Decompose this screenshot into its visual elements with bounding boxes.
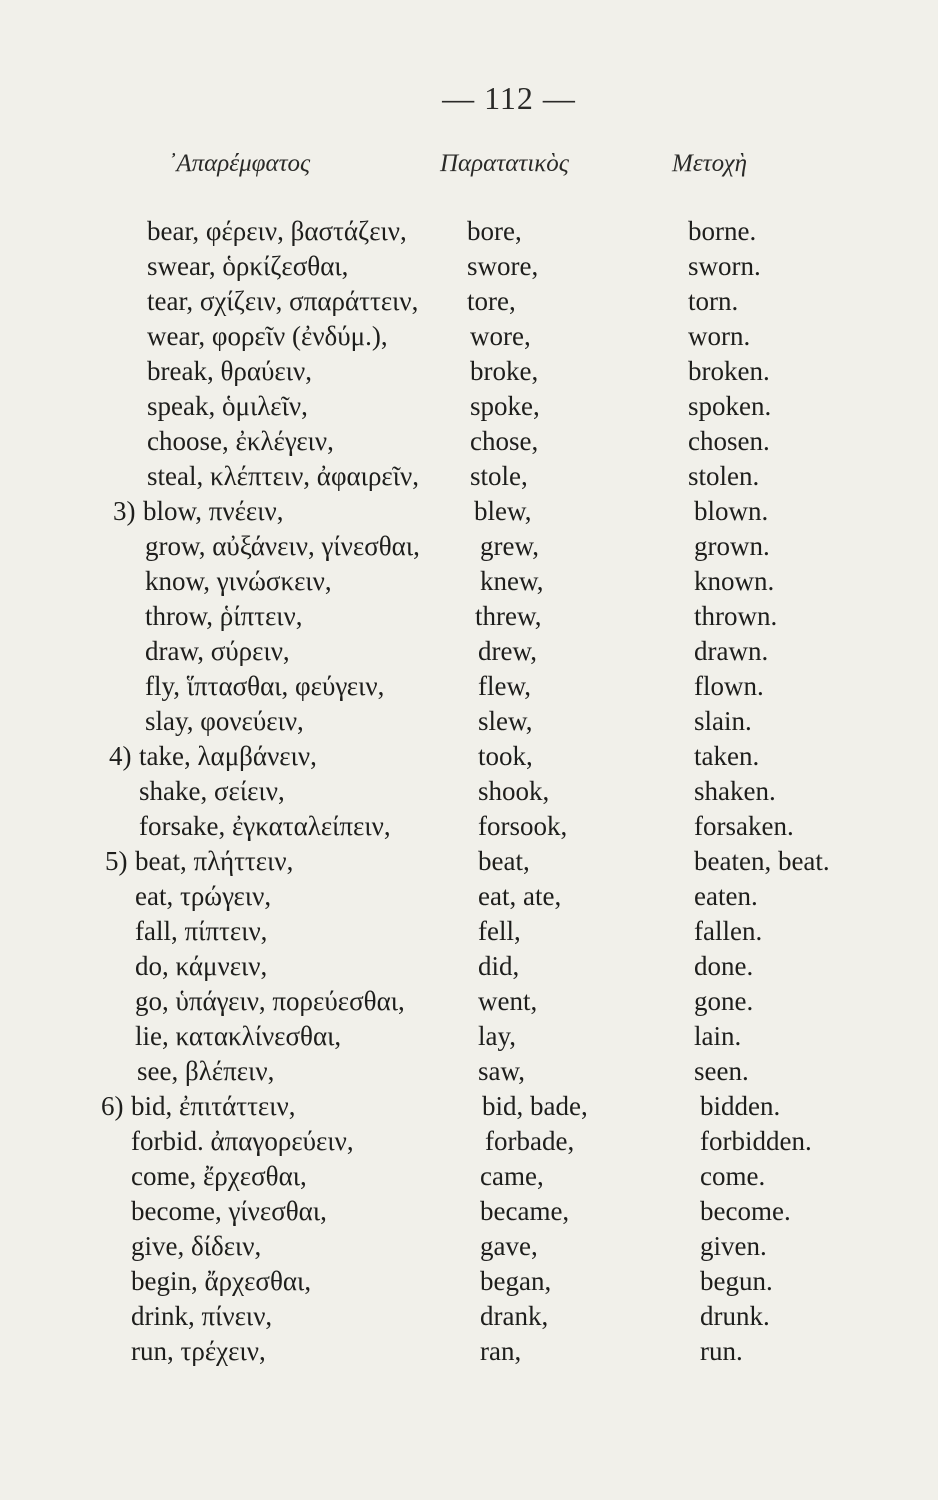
table-row	[0, 1229, 938, 1264]
participle-cell: shaken.	[694, 776, 776, 806]
infinitive-cell: begin, ἄρχεσθαι,	[131, 1266, 312, 1296]
participle-cell: beaten, beat.	[694, 846, 830, 876]
past-cell: drew,	[478, 636, 537, 666]
participle-cell: spoken.	[688, 391, 772, 421]
participle-cell: taken.	[694, 741, 760, 771]
infinitive-cell: draw, σύρειν,	[145, 636, 290, 666]
table-row	[0, 1019, 938, 1054]
infinitive-cell: fall, πίπτειν,	[135, 916, 268, 946]
group-number: 3)	[113, 496, 136, 526]
infinitive-cell: go, ὑπάγειν, πορεύεσθαι,	[135, 986, 405, 1016]
table-row	[0, 249, 938, 284]
participle-cell: run.	[700, 1336, 743, 1366]
past-cell: threw,	[475, 601, 542, 631]
past-cell: lay,	[478, 1021, 516, 1051]
table-row	[0, 1334, 938, 1369]
past-cell: went,	[478, 986, 538, 1016]
table-row	[0, 354, 938, 389]
table-row	[0, 424, 938, 459]
past-cell: gave,	[480, 1231, 538, 1261]
table-row	[0, 634, 938, 669]
group-number: 5)	[105, 846, 128, 876]
table-row	[0, 984, 938, 1019]
infinitive-cell: take, λαμβάνειν,	[139, 741, 317, 771]
past-cell: spoke,	[470, 391, 540, 421]
past-cell: grew,	[480, 531, 539, 561]
participle-cell: stolen.	[688, 461, 760, 491]
past-cell: beat,	[478, 846, 530, 876]
participle-cell: forsaken.	[694, 811, 794, 841]
infinitive-cell: run, τρέχειν,	[131, 1336, 266, 1366]
past-cell: slew,	[478, 706, 533, 736]
infinitive-cell: lie, κατακλίνεσθαι,	[135, 1021, 342, 1051]
table-row	[0, 704, 938, 739]
table-row	[0, 844, 938, 879]
group-number: 6)	[101, 1091, 124, 1121]
participle-cell: grown.	[694, 531, 770, 561]
participle-cell: sworn.	[688, 251, 761, 281]
group-number: 4)	[109, 741, 132, 771]
participle-cell: blown.	[694, 496, 769, 526]
header-past: Παρατατικὸς	[440, 150, 569, 177]
header-infinitive: ᾿Απαρέμφατος	[168, 150, 311, 177]
infinitive-cell: tear, σχίζειν, σπαράττειν,	[147, 286, 419, 316]
header-participle: Μετοχὴ	[672, 150, 748, 177]
table-row	[0, 739, 938, 774]
table-row	[0, 809, 938, 844]
table-row	[0, 1299, 938, 1334]
infinitive-cell: slay, φονεύειν,	[145, 706, 304, 736]
participle-cell: torn.	[688, 286, 739, 316]
infinitive-cell: forbid. ἀπαγορεύειν,	[131, 1126, 354, 1156]
infinitive-cell: swear, ὁρκίζεσθαι,	[147, 251, 349, 281]
participle-cell: forbidden.	[700, 1126, 812, 1156]
past-cell: took,	[478, 741, 533, 771]
table-row	[0, 949, 938, 984]
infinitive-cell: bear, φέρειν, βαστάζειν,	[147, 216, 407, 246]
participle-cell: bidden.	[700, 1091, 781, 1121]
table-row	[0, 1194, 938, 1229]
participle-cell: fallen.	[694, 916, 763, 946]
infinitive-cell: steal, κλέπτειν, ἀφαιρεῖν,	[147, 461, 419, 491]
past-cell: came,	[480, 1161, 544, 1191]
past-cell: shook,	[478, 776, 550, 806]
infinitive-cell: choose, ἐκλέγειν,	[147, 426, 334, 456]
participle-cell: worn.	[688, 321, 751, 351]
infinitive-cell: beat, πλήττειν,	[135, 846, 294, 876]
past-cell: knew,	[480, 566, 544, 596]
past-cell: swore,	[467, 251, 539, 281]
infinitive-cell: become, γίνεσθαι,	[131, 1196, 327, 1226]
participle-cell: come.	[700, 1161, 766, 1191]
past-cell: fell,	[478, 916, 521, 946]
participle-cell: borne.	[688, 216, 757, 246]
past-cell: tore,	[467, 286, 516, 316]
past-cell: broke,	[470, 356, 539, 386]
past-cell: became,	[480, 1196, 570, 1226]
table-row	[0, 1089, 938, 1124]
past-cell: bore,	[467, 216, 522, 246]
past-cell: forbade,	[485, 1126, 575, 1156]
participle-cell: gone.	[694, 986, 754, 1016]
participle-cell: drawn.	[694, 636, 769, 666]
infinitive-cell: forsake, ἐγκαταλείπειν,	[139, 811, 391, 841]
past-cell: chose,	[470, 426, 539, 456]
infinitive-cell: break, θραύειν,	[147, 356, 312, 386]
participle-cell: given.	[700, 1231, 767, 1261]
past-cell: bid, bade,	[482, 1091, 588, 1121]
infinitive-cell: speak, ὁμιλεῖν,	[147, 391, 308, 421]
infinitive-cell: blow, πνέειν,	[143, 496, 284, 526]
past-cell: flew,	[478, 671, 531, 701]
infinitive-cell: drink, πίνειν,	[131, 1301, 273, 1331]
participle-cell: thrown.	[694, 601, 778, 631]
infinitive-cell: shake, σείειν,	[139, 776, 285, 806]
infinitive-cell: do, κάμνειν,	[135, 951, 268, 981]
table-row	[0, 669, 938, 704]
infinitive-cell: know, γινώσκειν,	[145, 566, 332, 596]
past-cell: blew,	[474, 496, 532, 526]
table-row	[0, 914, 938, 949]
table-row	[0, 319, 938, 354]
table-row	[0, 564, 938, 599]
participle-cell: drunk.	[700, 1301, 770, 1331]
past-cell: did,	[478, 951, 520, 981]
past-cell: forsook,	[478, 811, 568, 841]
participle-cell: eaten.	[694, 881, 758, 911]
participle-cell: become.	[700, 1196, 791, 1226]
participle-cell: flown.	[694, 671, 764, 701]
infinitive-cell: throw, ῥίπτειν,	[145, 601, 303, 631]
infinitive-cell: grow, αὐξάνειν, γίνεσθαι,	[145, 531, 420, 561]
participle-cell: broken.	[688, 356, 770, 386]
participle-cell: seen.	[694, 1056, 749, 1086]
table-row	[0, 879, 938, 914]
table-row	[0, 1124, 938, 1159]
table-row	[0, 389, 938, 424]
participle-cell: lain.	[694, 1021, 742, 1051]
infinitive-cell: wear, φορεῖν (ἐνδύμ.),	[147, 321, 388, 351]
past-cell: stole,	[470, 461, 528, 491]
table-row	[0, 1054, 938, 1089]
table-row	[0, 1159, 938, 1194]
table-row	[0, 1264, 938, 1299]
infinitive-cell: give, δίδειν,	[131, 1231, 262, 1261]
table-row	[0, 214, 938, 249]
table-row	[0, 774, 938, 809]
page-number: — 112 —	[442, 80, 576, 116]
table-row	[0, 459, 938, 494]
table-row	[0, 529, 938, 564]
infinitive-cell: bid, ἐπιτάττειν,	[131, 1091, 296, 1121]
participle-cell: slain.	[694, 706, 752, 736]
infinitive-cell: fly, ἵπτασθαι, φεύγειν,	[145, 671, 385, 701]
past-cell: eat, ate,	[478, 881, 562, 911]
infinitive-cell: see, βλέπειν,	[137, 1056, 275, 1086]
table-row	[0, 284, 938, 319]
past-cell: drank,	[480, 1301, 549, 1331]
past-cell: ran,	[480, 1336, 522, 1366]
infinitive-cell: come, ἔρχεσθαι,	[131, 1161, 307, 1191]
participle-cell: done.	[694, 951, 754, 981]
past-cell: began,	[480, 1266, 552, 1296]
past-cell: wore,	[470, 321, 531, 351]
participle-cell: chosen.	[688, 426, 770, 456]
infinitive-cell: eat, τρώγειν,	[135, 881, 272, 911]
participle-cell: known.	[694, 566, 775, 596]
table-row	[0, 494, 938, 529]
verb-table	[0, 214, 938, 1369]
participle-cell: begun.	[700, 1266, 773, 1296]
past-cell: saw,	[478, 1056, 525, 1086]
table-row	[0, 599, 938, 634]
